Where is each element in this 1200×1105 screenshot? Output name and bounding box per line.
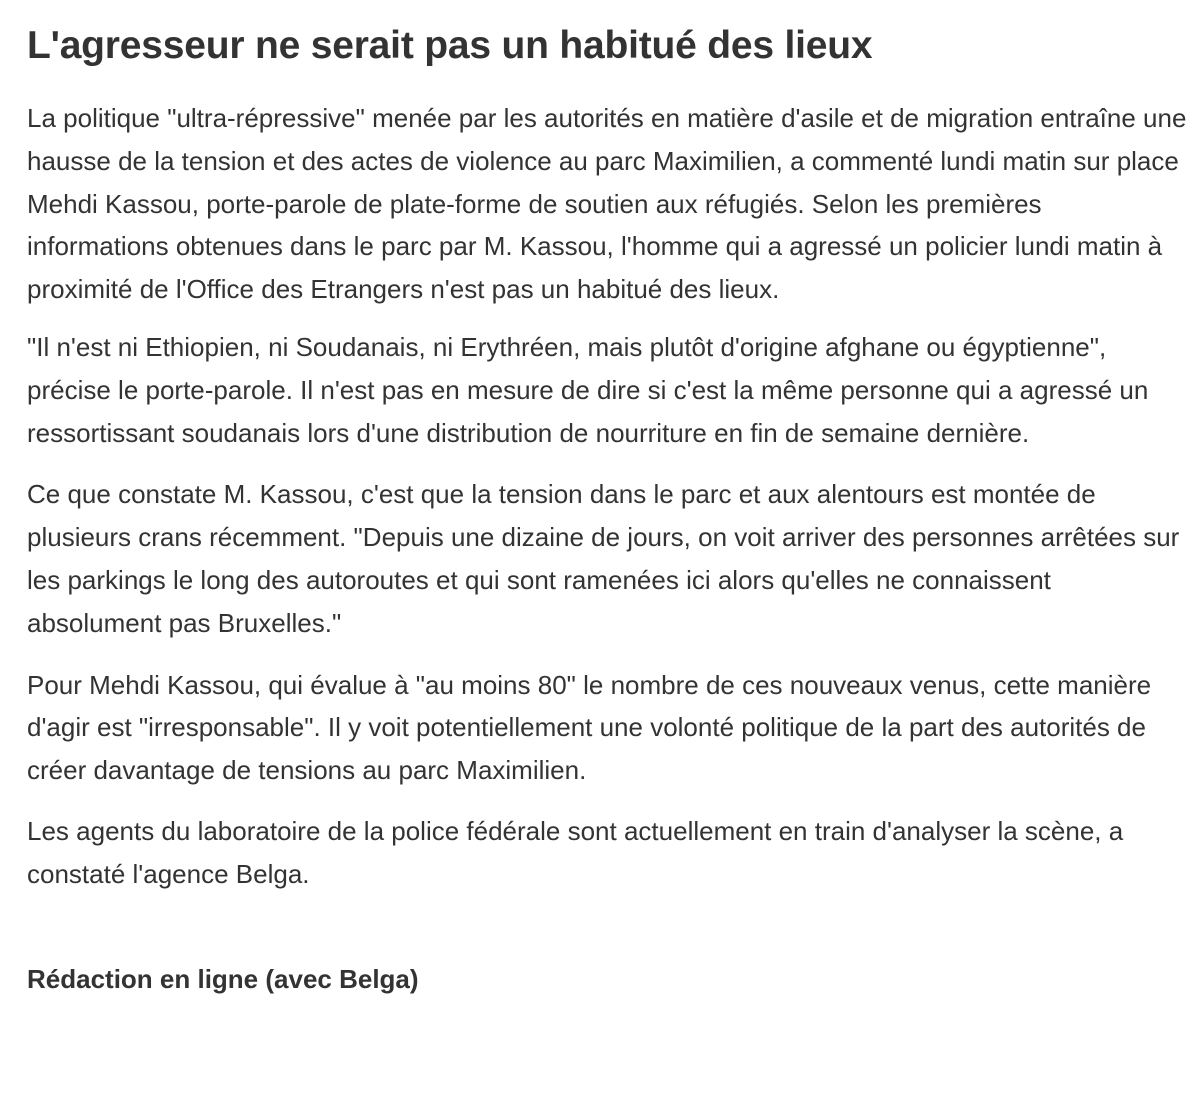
- article: [27, 18, 1187, 1000]
- article-paragraph-1: La politique "ultra-répressive" menée par les autorités en matière d'asile et de migration entraîne une hausse de la tension et des actes de violence au parc Maximilien, a commenté lundi matin sur place Mehdi Kassou, porte-parole de plate-forme de soutien aux réfugiés. Selon les premières informations obtenues dans le parc par M. Kassou, l'homme qui a agressé un policier lundi matin à proximité de l'Office des Etrangers n'est pas un habitué des lieux.: [27, 103, 1187, 305]
- article-credit: Rédaction en ligne (avec Belga): [27, 963, 419, 994]
- article-paragraph-4: Pour Mehdi Kassou, qui évalue à "au moins 80" le nombre de ces nouveaux venus, cette manière d'agir est "irresponsable". Il y voit potentiellement une volonté politique de la part des autorités de créer davantage de tensions au parc Maximilien.: [27, 669, 1152, 786]
- article-paragraph-2: "Il n'est ni Ethiopien, ni Soudanais, ni Erythréen, mais plutôt d'origine afghane ou égyptienne", précise le porte-parole. Il n'est pas en mesure de dire si c'est la même personne qui a agressé un ressortissant soudanais lors d'une distribution de nourriture en fin de semaine dernière.: [27, 331, 1149, 448]
- article-paragraph-3: Ce que constate M. Kassou, c'est que la tension dans le parc et aux alentours est montée de plusieurs crans récemment. "Depuis une dizaine de jours, on voit arriver des personnes arrêtées sur les parkings le long des autoroutes et qui sont ramenées ici alors qu'elles ne connaissent absolument pas Bruxelles.": [27, 479, 1180, 638]
- article-paragraph-5: Les agents du laboratoire de la police fédérale sont actuellement en train d'analyser la scène, a constaté l'agence Belga.: [27, 815, 1124, 889]
- article-headline: L'agresseur ne serait pas un habitué des lieux: [27, 24, 873, 67]
